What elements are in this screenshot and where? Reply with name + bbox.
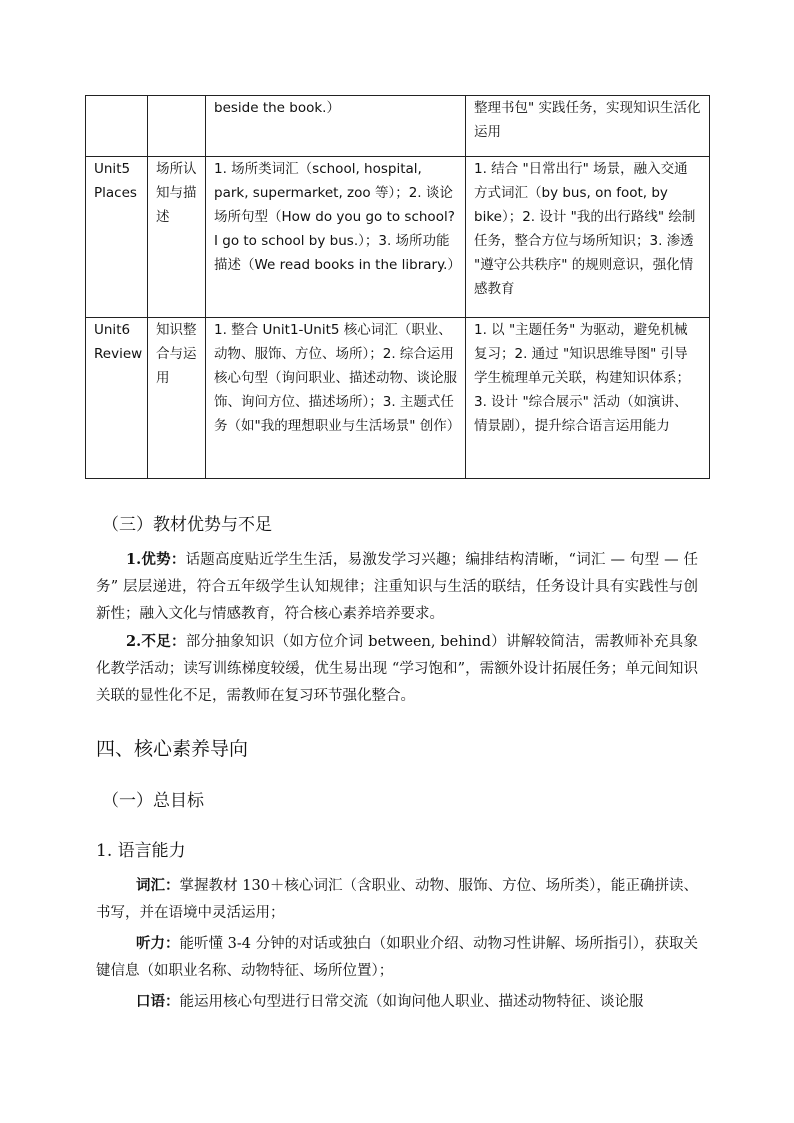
table-cell-topic: 知识整合与运用	[148, 318, 206, 479]
table-cell-strategy: 1. 以 "主题任务" 为驱动，避免机械复习；2. 通过 "知识思维导图" 引导学生梳理单元关联，构建知识体系；3. 设计 "综合展示" 活动（如演讲、情景剧），提升综合语言运用能力	[466, 318, 710, 479]
paragraph-text: 能运用核心句型进行日常交流（如询问他人职业、描述动物特征、谈论服	[179, 994, 644, 1010]
table-cell-unit: Unit5 Places	[86, 157, 148, 318]
table-cell-content: 1. 整合 Unit1-Unit5 核心词汇（职业、动物、服饰、方位、场所）；2. 综合运用核心句型（询问职业、描述动物、谈论服饰、询问方位、描述场所）；3. 主题式任务（如"我的理想职业与生活场景" 创作）	[206, 318, 466, 479]
paragraph-shortcomings	[96, 628, 698, 710]
section-heading: （三）教材优势与不足	[102, 515, 272, 535]
paragraph-text: 话题高度贴近学生生活，易激发学习兴趣；编排结构清晰，“词汇 — 句型 — 任务” 层层递进，符合五年级学生认知规律；注重知识与生活的联结，任务设计具有实践性与创新性；融入文化与情感教育，符合核心素养培养要求。	[96, 552, 698, 622]
paragraph-label: 听力：	[136, 935, 180, 952]
table-row	[86, 96, 710, 157]
table-row	[86, 157, 710, 318]
table-cell-unit	[86, 96, 148, 157]
unit-analysis-table	[85, 95, 710, 479]
paragraph-label: 词汇：	[136, 877, 180, 894]
section-heading: （一）总目标	[102, 791, 204, 811]
table-cell-content: 1. 场所类词汇（school, hospital, park, supermarket, zoo 等）；2. 谈论场所句型（How do you go to school? I go to school by bus.）；3. 场所功能描述（We read books in the library.）	[206, 157, 466, 318]
chapter-heading: 四、核心素养导向	[96, 738, 249, 760]
paragraph-label: 2.不足：	[126, 633, 186, 650]
table-cell-unit: Unit6 Review	[86, 318, 148, 479]
paragraph-speaking	[96, 988, 698, 1016]
table-row	[86, 318, 710, 479]
table-cell-strategy: 1. 结合 "日常出行" 场景，融入交通方式词汇（by bus, on foot, by bike）；2. 设计 "我的出行路线" 绘制任务，整合方位与场所知识；3. 渗透 "遵守公共秩序" 的规则意识，强化情感教育	[466, 157, 710, 318]
paragraph-text: 部分抽象知识（如方位介词 between, behind）讲解较简洁，需教师补充具象化教学活动；读写训练梯度较缓，优生易出现 “学习饱和”，需额外设计拓展任务；单元间知识关联的显性化不足，需教师在复习环节强化整合。	[96, 634, 699, 704]
paragraph-label: 口语：	[136, 993, 180, 1010]
paragraph-label: 1.优势：	[126, 551, 186, 568]
paragraph-text: 能听懂 3-4 分钟的对话或独白（如职业介绍、动物习性讲解、场所指引），获取关键信息（如职业名称、动物特征、场所位置）；	[96, 936, 698, 979]
table-cell-strategy: 整理书包" 实践任务，实现知识生活化运用	[466, 96, 710, 157]
paragraph-vocabulary	[96, 872, 698, 927]
table-cell-content: beside the book.）	[206, 96, 466, 157]
item-heading: 1. 语言能力	[96, 841, 186, 861]
paragraph-text: 掌握教材 130＋核心词汇（含职业、动物、服饰、方位、场所类），能正确拼读、书写，并在语境中灵活运用；	[96, 878, 698, 921]
paragraph-listening	[96, 930, 698, 985]
paragraph-advantages	[96, 546, 698, 628]
table-cell-topic	[148, 96, 206, 157]
table-cell-topic: 场所认知与描述	[148, 157, 206, 318]
